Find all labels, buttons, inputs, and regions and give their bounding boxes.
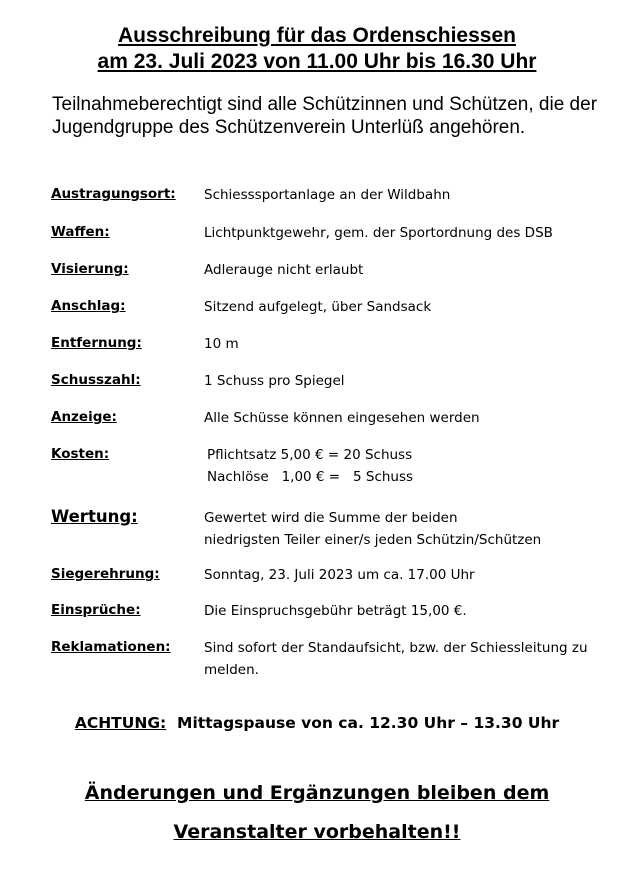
value-siegerehrung: Sonntag, 23. Juli 2023 um ca. 17.00 Uhr (204, 567, 475, 583)
value-kosten-line-1: Pflichtsatz 5,00 € = 20 Schuss (207, 447, 413, 463)
value-wertung-line-1: Gewertet wird die Summe der beiden (204, 510, 458, 526)
label-kosten: Kosten: (51, 446, 110, 462)
achtung-notice (0, 714, 634, 732)
title-line-1: Ausschreibung für das Ordenschiessen (118, 24, 516, 47)
label-wertung: Wertung: (51, 507, 138, 526)
label-visierung: Visierung: (51, 261, 129, 277)
value-kosten (207, 444, 413, 488)
label-anzeige: Anzeige: (51, 409, 117, 425)
intro-line-1: Teilnahmeberechtigt sind alle Schützinnen und Schützen, die der (52, 94, 598, 115)
label-waffen: Waffen: (51, 224, 110, 240)
value-kosten-line-2: Nachlöse 1,00 € = 5 Schuss (207, 469, 414, 485)
achtung-label: ACHTUNG: (74, 714, 167, 732)
value-waffen: Lichtpunktgewehr, gem. der Sportordnung des DSB (204, 225, 553, 241)
value-anzeige: Alle Schüsse können eingesehen werden (204, 410, 480, 426)
value-wertung (204, 507, 541, 551)
label-entfernung: Entfernung: (51, 335, 142, 351)
label-schusszahl: Schusszahl: (51, 372, 141, 388)
value-entfernung: 10 m (204, 336, 239, 352)
label-austragungsort: Austragungsort: (51, 186, 176, 202)
closing-line-1: Änderungen und Ergänzungen bleiben dem (84, 782, 550, 804)
value-einsprueche: Die Einspruchsgebühr beträgt 15,00 €. (204, 603, 467, 619)
label-anschlag: Anschlag: (51, 298, 126, 314)
closing-line-2: Veranstalter vorbehalten!! (173, 821, 461, 843)
value-wertung-line-2: niedrigsten Teiler einer/s jeden Schützin/Schützen (204, 532, 542, 548)
value-visierung: Adlerauge nicht erlaubt (204, 262, 364, 278)
intro-line-2: Jugendgruppe des Schützenverein Unterlüß angehören. (52, 117, 526, 138)
label-siegerehrung: Siegerehrung: (51, 566, 160, 582)
value-reklamationen: Sind sofort der Standaufsicht, bzw. der Schiessleitung zu melden. (204, 640, 588, 678)
value-anschlag: Sitzend aufgelegt, über Sandsack (204, 299, 432, 315)
value-austragungsort: Schiesssportanlage an der Wildbahn (204, 187, 451, 203)
title-line-2: am 23. Juli 2023 von 11.00 Uhr bis 16.30 Uhr (97, 50, 537, 73)
label-reklamationen: Reklamationen: (51, 639, 171, 655)
label-einsprueche: Einsprüche: (51, 602, 141, 618)
achtung-text: Mittagspause von ca. 12.30 Uhr – 13.30 Uhr (177, 714, 560, 732)
value-schusszahl: 1 Schuss pro Spiegel (204, 373, 345, 389)
